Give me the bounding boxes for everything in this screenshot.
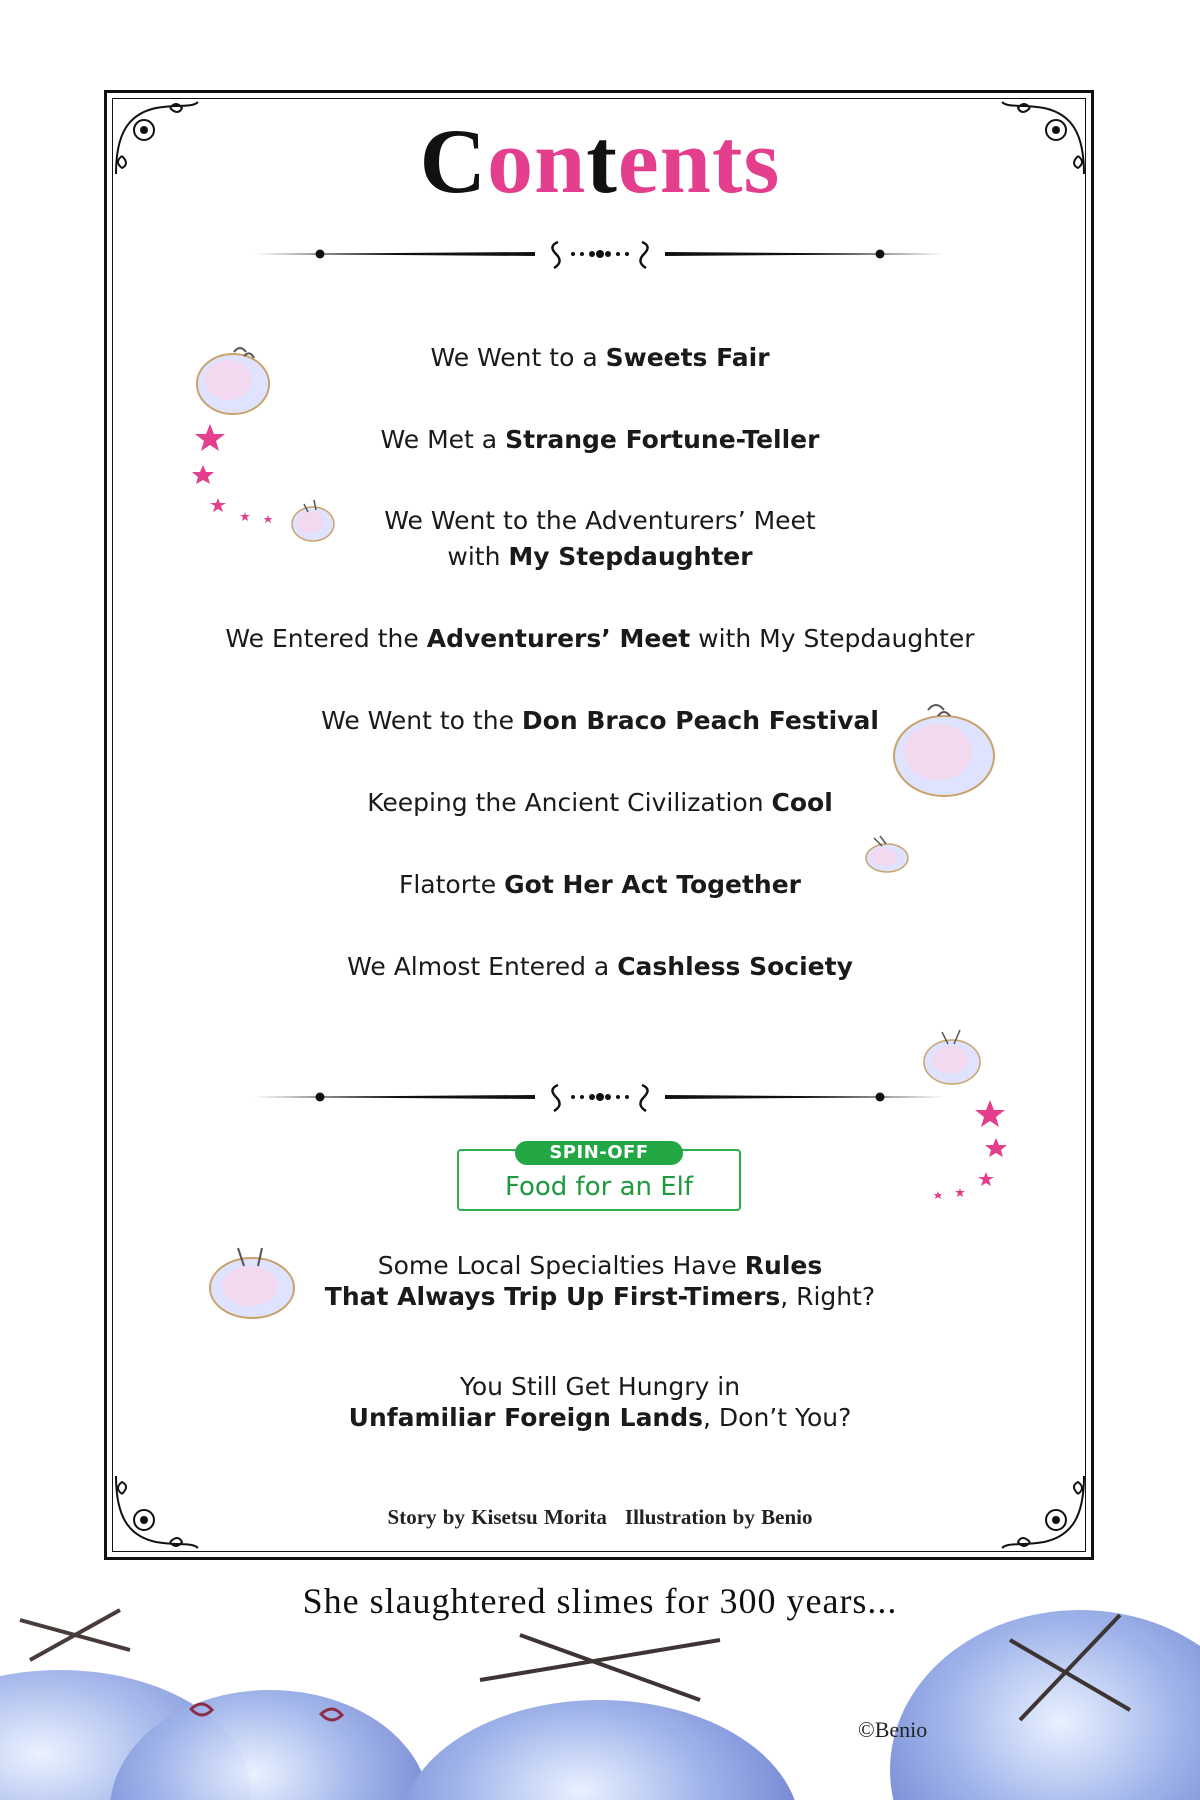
story-credit: Story by Kisetsu Morita (387, 1505, 607, 1529)
page-frame-inner (112, 98, 1086, 1552)
spinoff-badge: SPIN-OFF (515, 1141, 683, 1165)
entry-text-bold: Rules (744, 1251, 823, 1280)
flourish-divider-icon (255, 234, 945, 274)
spinoff-title[interactable]: Food for an Elf (504, 1172, 694, 1202)
toc-entry[interactable] (0, 422, 1200, 458)
entry-text: Some Local Specialties Have (377, 1251, 745, 1280)
credits (0, 1505, 1200, 1530)
entry-text: Flatorte (398, 870, 505, 899)
tagline: She slaughtered slimes for 300 years... (302, 1581, 898, 1621)
entry-text: with My Stepdaughter (690, 624, 975, 653)
toc-entry[interactable] (0, 503, 1200, 575)
entry-text-bold: Got Her Act Together (504, 870, 802, 899)
entry-text: , Don’t You? (703, 1403, 852, 1432)
entry-text: We Met a (380, 425, 506, 454)
title-letters: nts (659, 110, 781, 212)
star-icon (930, 1098, 1010, 1208)
entry-text: You Still Get Hungry in (459, 1372, 741, 1401)
entry-text-bold: My Stepdaughter (508, 542, 753, 571)
entry-text: We Entered the (225, 624, 427, 653)
toc-entry[interactable] (0, 785, 1200, 821)
entry-text-bold: That Always Trip Up First-Timers (324, 1282, 781, 1311)
copyright: ©Benio (858, 1717, 928, 1742)
entry-text-bold: Strange Fortune-Teller (505, 425, 820, 454)
entry-text-bold: Don Braco Peach Festival (521, 706, 879, 735)
entry-text-bold: Sweets Fair (605, 343, 770, 372)
entry-text: We Went to a (430, 343, 606, 372)
title-letter: t (586, 110, 618, 212)
title-letters: on (487, 110, 587, 212)
toc-entry[interactable] (0, 703, 1200, 739)
toc-entry[interactable] (0, 1250, 1200, 1312)
entry-text-bold: Cool (771, 788, 833, 817)
entry-text-bold: Unfamiliar Foreign Lands (348, 1403, 704, 1432)
page-title (0, 110, 1200, 212)
slime-icon (920, 1026, 984, 1086)
entry-text: with (447, 542, 509, 571)
toc-entry[interactable] (0, 1371, 1200, 1433)
toc-entry[interactable] (0, 949, 1200, 985)
entry-text: We Went to the (321, 706, 522, 735)
toc-entry[interactable] (0, 867, 1200, 903)
entry-text-bold: Adventurers’ Meet (426, 624, 691, 653)
flourish-divider-icon (255, 1077, 945, 1117)
entry-text-bold: Cashless Society (617, 952, 853, 981)
illustration-credit: Illustration by Benio (624, 1505, 813, 1529)
title-letter: e (617, 110, 660, 212)
entry-text: We Went to the Adventurers’ Meet (384, 506, 816, 535)
entry-text: Keeping the Ancient Civilization (367, 788, 772, 817)
entry-text: , Right? (780, 1282, 876, 1311)
toc-entry[interactable] (0, 621, 1200, 657)
title-letter: C (419, 110, 488, 212)
toc-entry[interactable] (0, 340, 1200, 376)
entry-text: We Almost Entered a (347, 952, 618, 981)
